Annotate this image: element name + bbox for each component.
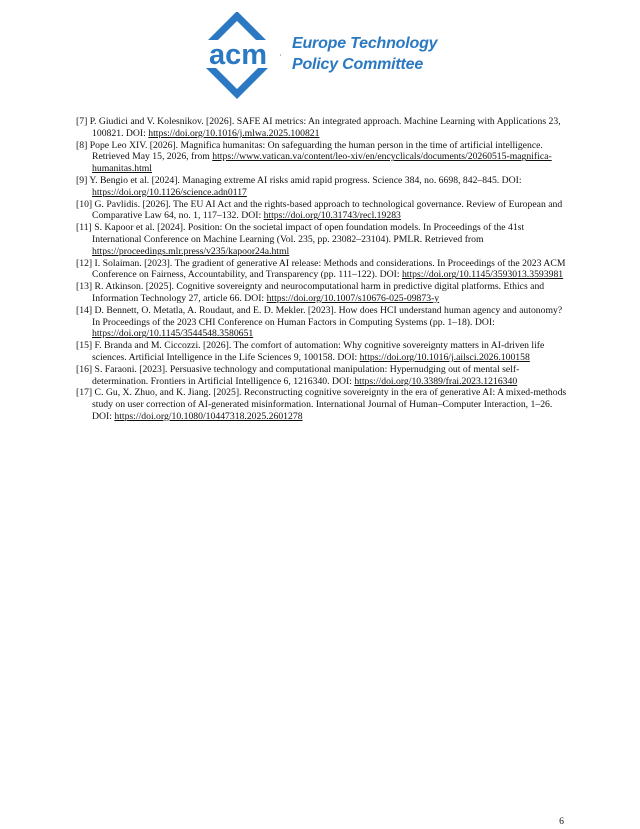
- acm-logo-text: acm: [208, 39, 268, 71]
- reference-text: [13] R. Atkinson. [2025]. Cognitive sovereignty and neurocomputational harm in predictive digital platforms. Ethics and Information Technology 27, article 66. DOI:: [76, 281, 545, 304]
- reference-link[interactable]: https://doi.org/10.1126/science.adn0117: [92, 186, 247, 198]
- reference-link[interactable]: https://doi.org/10.3389/frai.2023.1216340: [354, 375, 518, 387]
- reference-item: [76, 281, 572, 305]
- reference-text: [11] S. Kapoor et al. [2024]. Position: On the societal impact of open foundation models. In Proceedings of the 41st International Conference on Machine Learning (Vol. 235, pp. 23082–23104). PMLR. Retrieved from: [76, 222, 525, 245]
- reference-item: [76, 387, 572, 422]
- reference-link[interactable]: https://doi.org/10.1080/10447318.2025.2601278: [114, 410, 303, 422]
- reference-link[interactable]: https://proceedings.mlr.press/v235/kapoor24a.html: [92, 245, 290, 257]
- reference-list: [76, 116, 572, 423]
- reference-text: [14] D. Bennett, O. Metatla, A. Roudaut, and E. D. Mekler. [2023]. How does HCI understand human agency and autonomy? In Proceedings of the 2023 CHI Conference on Human Factors in Computing Systems (pp. 1–18). DOI:: [76, 304, 563, 328]
- reference-item: [76, 222, 572, 257]
- reference-link[interactable]: https://doi.org/10.1145/3593013.3593981: [401, 269, 564, 281]
- reference-item: [76, 258, 572, 282]
- committee-name-line2: Policy Committee: [292, 56, 424, 73]
- reference-link[interactable]: https://doi.org/10.1145/3544548.3580651: [92, 328, 254, 340]
- committee-name: [292, 33, 437, 75]
- reference-item: [76, 364, 572, 388]
- reference-text: [17] C. Gu, X. Zhuo, and K. Jiang. [2025]. Reconstructing cognitive sovereignty in the era of generative AI: A mixed-methods study on user correction of AI-generated misinformation. International Journal of Human–Computer Interaction, 1–26. DOI:: [76, 387, 567, 422]
- reference-link[interactable]: https://doi.org/10.1016/j.mlwa.2025.100821: [148, 127, 320, 139]
- page-number: 6: [559, 816, 564, 827]
- reference-text: [12] I. Solaiman. [2023]. The gradient of generative AI release: Methods and considerations. In Proceedings of the 2023 ACM Conference on Fairness, Accountability, and Transparency (pp. 111–122). DOI:: [76, 257, 566, 281]
- reference-text: [8] Pope Leo XIV. [2026]. Magnifica humanitas: On safeguarding the human person in the time of artificial intelligence. Retrieved May 15, 2026, from: [76, 139, 543, 163]
- reference-text: [7] P. Giudici and V. Kolesnikov. [2026]. SAFE AI metrics: An integrated approach. Machine Learning with Applications 23, 100821. DOI:: [76, 116, 561, 139]
- reference-item: [76, 305, 572, 340]
- reference-item: [76, 340, 572, 364]
- reference-link[interactable]: https://doi.org/10.31743/recl.19283: [263, 210, 401, 222]
- reference-item: [76, 175, 572, 199]
- reference-text: [10] G. Pavlidis. [2026]. The EU AI Act and the rights-based approach to technological governance. Review of European and Comparative Law 64, no. 1, 117–132. DOI:: [76, 198, 563, 222]
- reference-link[interactable]: https://doi.org/10.1007/s10676-025-09873-y: [266, 292, 440, 304]
- reference-link[interactable]: https://www.vatican.va/content/leo-xiv/en/encyclicals/documents/20260515-magnifica-humanitas.html: [92, 151, 552, 175]
- reference-text: [16] S. Faraoni. [2023]. Persuasive technology and computational manipulation: Hypernudging out of mental self-determination. Frontiers in Artificial Intelligence 6, 1216340. DOI:: [76, 363, 520, 387]
- reference-link[interactable]: https://doi.org/10.1016/j.ailsci.2026.100158: [359, 351, 530, 363]
- committee-name-line1: Europe Technology: [292, 35, 438, 52]
- reference-item: [76, 140, 572, 175]
- reference-text: [15] F. Branda and M. Ciccozzi. [2026]. The comfort of automation: Why cognitive sovereignty matters in AI-driven life sciences. Artificial Intelligence in the Life Sciences 9, 100158. DOI:: [76, 340, 545, 363]
- reference-text: [9] Y. Bengio et al. [2024]. Managing extreme AI risks amid rapid progress. Science 384, no. 6698, 842–845. DOI:: [76, 174, 522, 186]
- reference-item: [76, 116, 572, 140]
- reference-item: [76, 199, 572, 223]
